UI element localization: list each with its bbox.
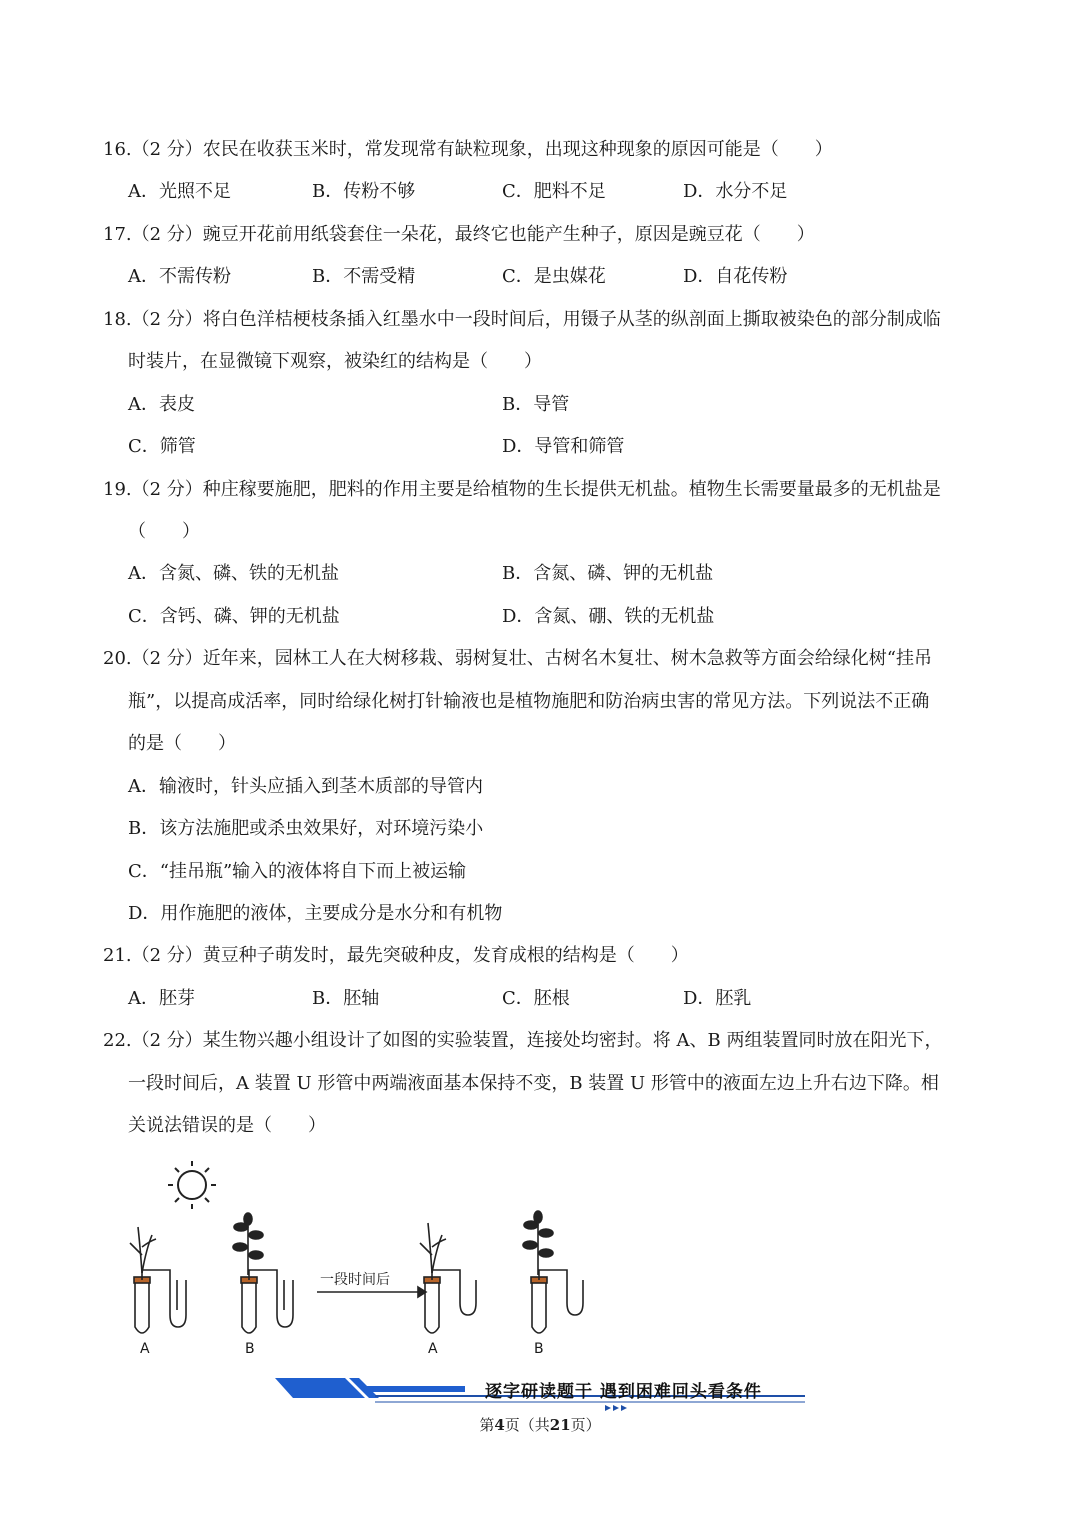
footer-slogan: 逐字研读题干 遇到困难回头看条件 [485,1382,762,1402]
q17-option-c: C．是虫媒花 [502,266,606,287]
page-suffix: 页） [570,1416,601,1434]
q19-option-b: B．含氮、磷、钾的无机盐 [502,563,714,584]
q16-option-d: D．水分不足 [683,181,788,202]
q18-option-b: B．导管 [502,394,570,415]
q16-option-a: A．光照不足 [128,181,231,202]
question-22-stem-cont-1: 一段时间后，A 装置 U 形管中两端液面基本保持不变，B 装置 U 形管中的液面左边上升右边下降。相 [128,1073,939,1094]
label-b-before: B [245,1341,255,1357]
question-20-stem-cont-2: 的是（ ） [128,733,236,754]
q21-option-a: A．胚芽 [128,988,195,1009]
page-prefix: 第 [479,1416,495,1434]
q17-option-b: B．不需受精 [312,266,416,287]
q20-option-a: A．输液时，针头应插入到茎木质部的导管内 [128,776,483,797]
q20-option-b: B．该方法施肥或杀虫效果好，对环境污染小 [128,818,484,839]
q20-option-d: D．用作施肥的液体，主要成分是水分和有机物 [128,903,503,924]
question-19-stem-cont: （ ） [128,521,200,542]
question-22-stem-cont-2: 关说法错误的是（ ） [128,1115,326,1136]
q21-option-b: B．胚轴 [312,988,380,1009]
experiment-figure [120,1155,620,1365]
apparatus-a-before [130,1227,186,1333]
label-a-after: A [428,1341,438,1357]
sun-icon [168,1161,216,1209]
q21-option-d: D．胚乳 [683,988,752,1009]
question-19-stem: 19.（2 分）种庄稼要施肥，肥料的作用主要是给植物的生长提供无机盐。植物生长需要量最多的无机盐是 [103,479,941,500]
arrow-caption: 一段时间后 [320,1272,390,1288]
q16-option-b: B．传粉不够 [312,181,416,202]
q17-option-a: A．不需传粉 [128,266,231,287]
q18-option-d: D．导管和筛管 [502,436,625,457]
question-18-stem: 18.（2 分）将白色洋桔梗枝条插入红墨水中一段时间后，用镊子从茎的纵剖面上撕取被染色的部分制成临 [103,309,941,330]
question-20-stem: 20.（2 分）近年来，园林工人在大树移栽、弱树复壮、古树名木复壮、树木急救等方面会给绿化树“挂吊 [103,648,932,669]
q16-option-c: C．肥料不足 [502,181,606,202]
apparatus-b-before [233,1213,293,1333]
q18-option-a: A．表皮 [128,394,195,415]
question-18-stem-cont: 时装片，在显微镜下观察，被染红的结构是（ ） [128,351,542,372]
page-current: 4 [494,1416,505,1434]
page-number [0,1414,1080,1435]
experiment-diagram [120,1155,620,1365]
q19-option-d: D．含氮、硼、铁的无机盐 [502,606,715,627]
question-21-stem: 21.（2 分）黄豆种子萌发时，最先突破种皮，发育成根的结构是（ ） [103,945,689,966]
q19-option-a: A．含氮、磷、铁的无机盐 [128,563,339,584]
page-total: 21 [549,1416,571,1434]
question-20-stem-cont-1: 瓶”，以提高成活率，同时给绿化树打针输液也是植物施肥和防治病虫害的常见方法。下列说法不正确 [128,691,930,712]
question-22-stem: 22.（2 分）某生物兴趣小组设计了如图的实验装置，连接处均密封。将 A、B 两组装置同时放在阳光下， [103,1030,943,1051]
q19-option-c: C．含钙、磷、钾的无机盐 [128,606,340,627]
question-16-stem: 16.（2 分）农民在收获玉米时，常发现常有缺粒现象，出现这种现象的原因可能是（ ） [103,139,833,160]
label-a-before: A [140,1341,150,1357]
apparatus-a-after [420,1223,476,1333]
q18-option-c: C．筛管 [128,436,196,457]
page-mid: 页（共 [504,1416,550,1434]
q21-option-c: C．胚根 [502,988,570,1009]
q17-option-d: D．自花传粉 [683,266,788,287]
question-17-stem: 17.（2 分）豌豆开花前用纸袋套住一朵花，最终它也能产生种子，原因是豌豆花（ ） [103,224,815,245]
label-b-after: B [534,1341,544,1357]
apparatus-b-after [523,1211,583,1333]
q20-option-c: C．“挂吊瓶”输入的液体将自下而上被运输 [128,861,467,882]
